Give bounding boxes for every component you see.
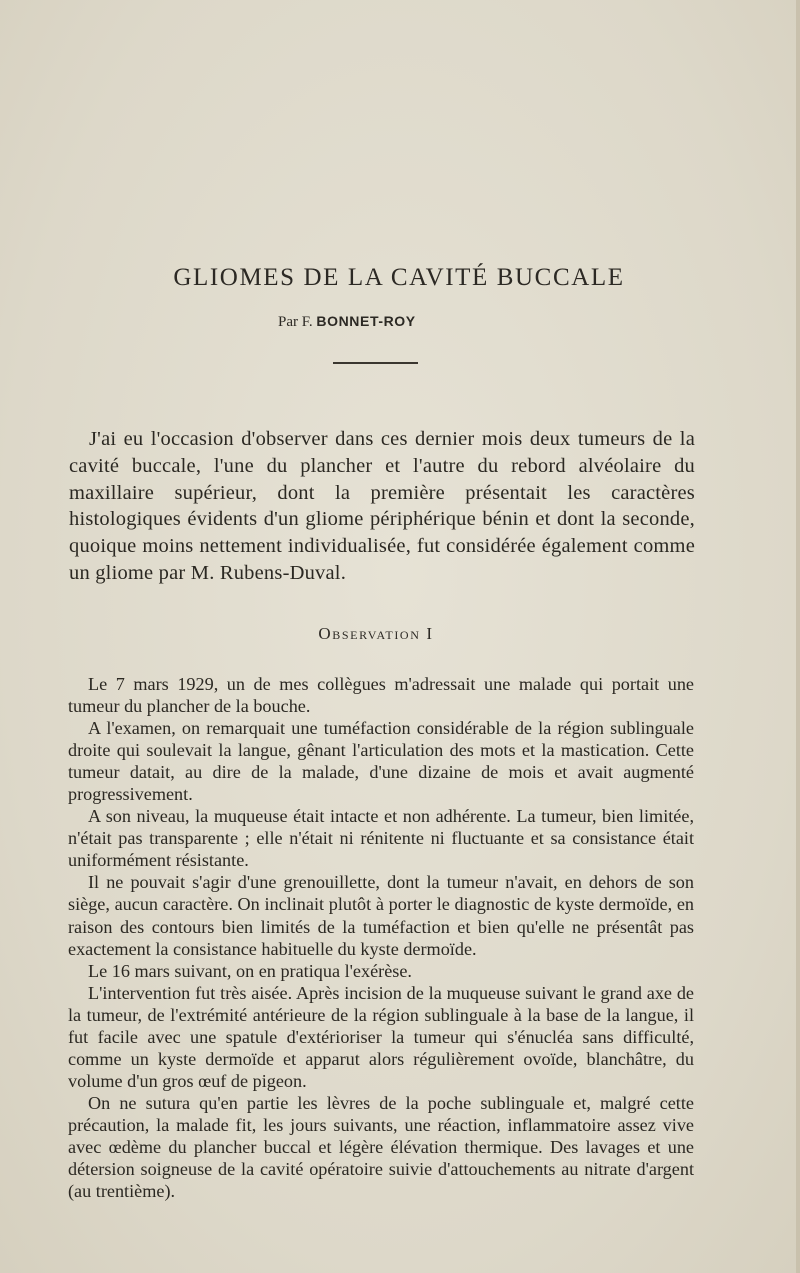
section-heading: Observation I	[318, 624, 434, 643]
article-title: GLIOMES DE LA CAVITÉ BUCCALE	[173, 264, 625, 291]
title-divider	[333, 362, 418, 364]
intro-paragraph: J'ai eu l'occasion d'observer dans ces dernier mois deux tumeurs de la cavité buccale, l'une du plancher et l'autre du rebord alvéolaire du maxillaire supérieur, dont la première présentait les caractères histologiques évidents d'un gliome périphérique bénin et dont la seconde, quoique moins nettement individualisée, fut considérée également comme un gliome par M. Rubens-Duval.	[69, 428, 695, 584]
paragraph: On ne sutura qu'en partie les lèvres de la poche sublinguale et, malgré cette précaution, la malade fit, les jours suivants, une réaction, inflammatoire assez vive avec œdème du plancher buccal et légère élévation thermique. Des lavages et une détersion soigneuse de la cavité opératoire suivie d'attouchements au nitrate d'argent (au trentième).	[68, 1092, 694, 1202]
paragraph: Il ne pouvait s'agir d'une grenouillette, dont la tumeur n'avait, en dehors de son siège, aucun caractère. On inclinait plutôt à porter le diagnostic de kyste dermoïde, en raison des contours bien limités de la tuméfaction et bien qu'elle ne présentât pas exactement la consistance habituelle du kyste dermoïde.	[68, 872, 694, 959]
paragraph: A son niveau, la muqueuse était intacte et non adhérente. La tumeur, bien limitée, n'était pas transparente ; elle n'était ni rénitente ni fluctuante et sa consistance était uniformément résistante.	[68, 806, 694, 871]
paragraph: L'intervention fut très aisée. Après incision de la muqueuse suivant le grand axe de la tumeur, de l'extrémité antérieure de la région sublinguale à la base de la langue, il fut facile avec une spatule d'extérioriser la tumeur qui s'énucléa sans difficulté, comme un kyste dermoïde et apparut alors régulièrement ovoïde, blanchâtre, du volume d'un gros œuf de pigeon.	[68, 982, 694, 1091]
paragraph: A l'examen, on remarquait une tuméfaction considérable de la région sublinguale droite qui soulevait la langue, gênant l'articulation des mots et la mastication. Cette tumeur datait, au dire de la malade, d'une dizaine de mois et avait augmenté progressivement.	[68, 718, 694, 805]
byline-prefix: Par F.	[278, 314, 313, 330]
page-edge	[796, 0, 800, 1273]
paragraph: Le 16 mars suivant, on en pratiqua l'exérèse.	[88, 960, 412, 981]
paragraph: Le 7 mars 1929, un de mes collègues m'adressait une malade qui portait une tumeur du plancher de la bouche.	[68, 674, 694, 717]
observation-body	[68, 673, 694, 1202]
byline	[278, 313, 416, 331]
author-name: BONNET-ROY	[316, 313, 416, 329]
